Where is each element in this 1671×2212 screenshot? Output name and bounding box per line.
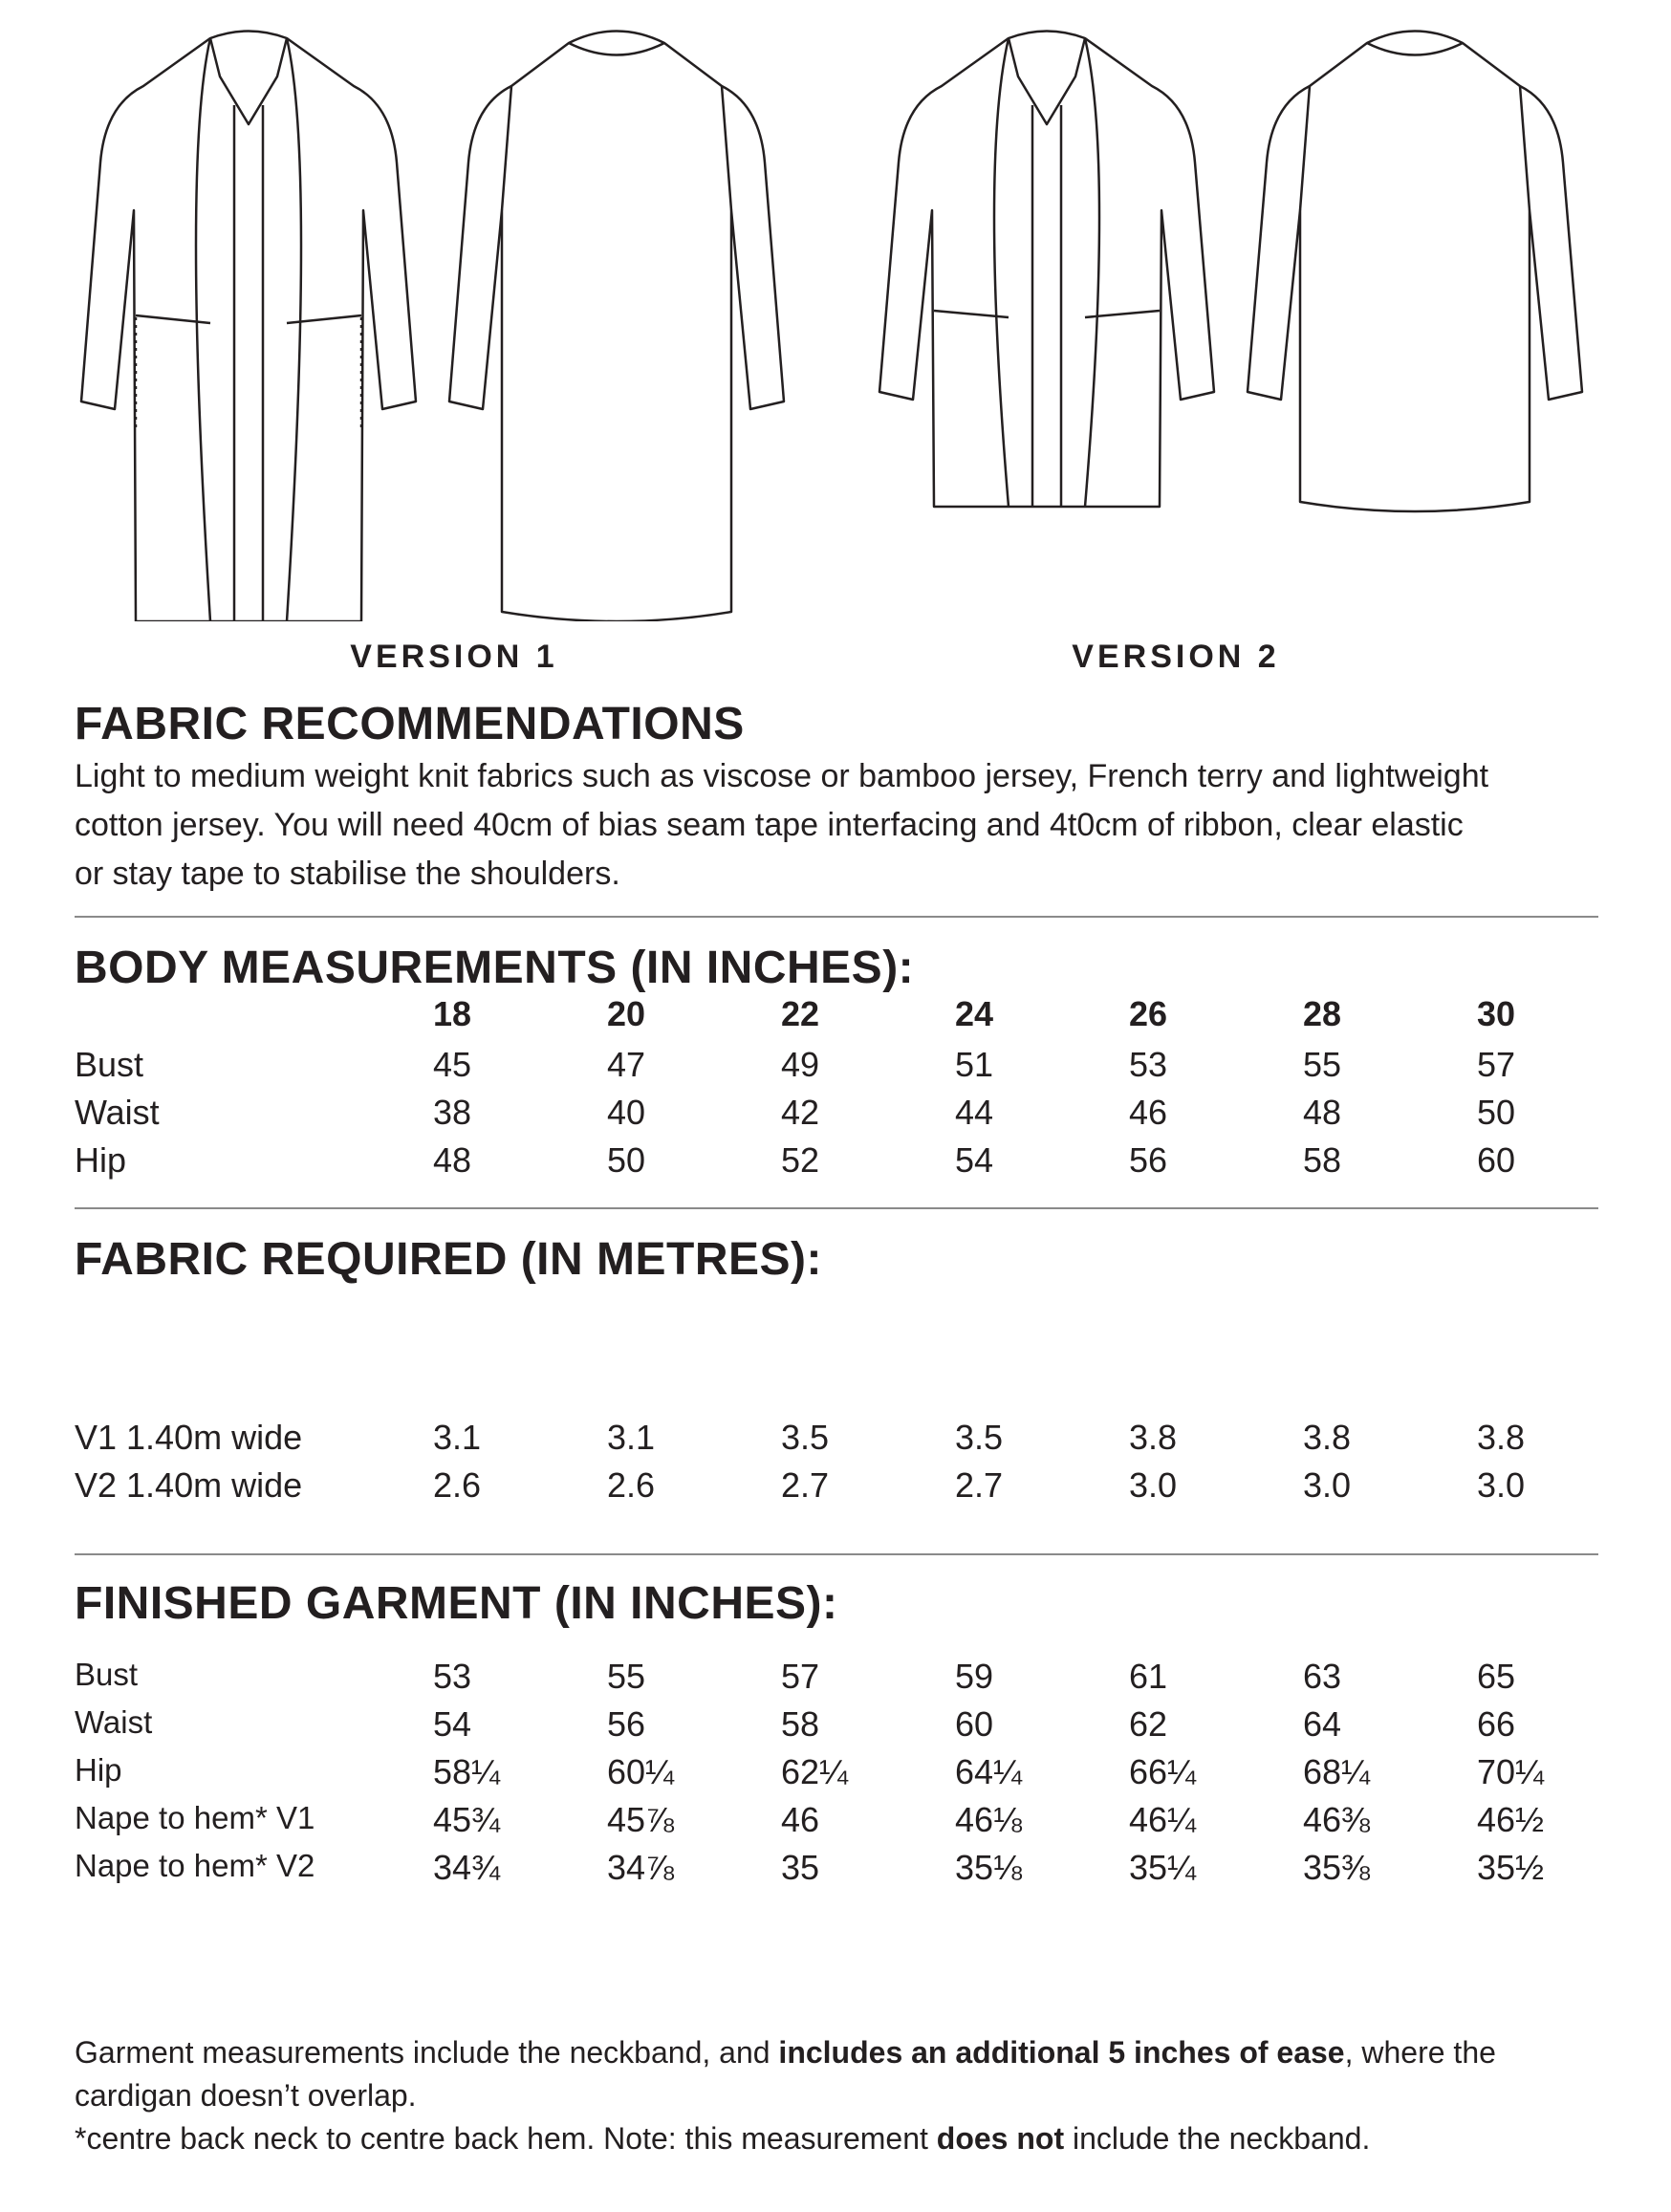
- table-cell: 66: [1477, 1704, 1516, 1744]
- table-cell: 47: [607, 1045, 646, 1084]
- table-cell: 2.6: [607, 1465, 656, 1505]
- cardigan-v2-back-icon: [1238, 19, 1592, 516]
- table-cell: 56: [1129, 1140, 1168, 1180]
- row-label: V2 1.40m wide: [75, 1465, 303, 1505]
- footnote-line-1: [75, 2031, 1623, 2074]
- table-cell: 34⅞: [607, 1848, 675, 1887]
- table-cell: 2.7: [781, 1465, 830, 1505]
- table-cell: 58: [781, 1704, 820, 1744]
- table-cell: 70¼: [1477, 1752, 1545, 1791]
- version-2-label: VERSION 2: [1072, 639, 1280, 675]
- row-label: Bust: [75, 1657, 139, 1692]
- table-cell: 64¼: [955, 1752, 1023, 1791]
- divider: [75, 1553, 1598, 1555]
- table-cell: 57: [1477, 1045, 1516, 1084]
- table-row: [0, 1800, 1671, 1848]
- footnote: [75, 2031, 1623, 2160]
- table-cell: 46¼: [1129, 1800, 1197, 1839]
- table-row: [0, 1465, 1671, 1513]
- version-1-label: VERSION 1: [350, 639, 558, 675]
- table-row: [0, 1657, 1671, 1704]
- table-cell: 3.1: [433, 1418, 482, 1457]
- divider: [75, 916, 1598, 918]
- table-cell: 34¾: [433, 1848, 501, 1887]
- size-22: 22: [781, 994, 820, 1033]
- table-cell: 3.0: [1303, 1465, 1352, 1505]
- table-cell: 3.1: [607, 1418, 656, 1457]
- size-18: 18: [433, 994, 472, 1033]
- table-cell: 64: [1303, 1704, 1342, 1744]
- table-cell: 58¼: [433, 1752, 501, 1791]
- table-cell: 2.6: [433, 1465, 482, 1505]
- body-measurements-title: BODY MEASUREMENTS (IN INCHES):: [75, 943, 915, 993]
- fabric-recommendations-title: FABRIC RECOMMENDATIONS: [75, 699, 745, 749]
- table-cell: 38: [433, 1093, 472, 1132]
- table-cell: 46⅜: [1303, 1800, 1371, 1839]
- table-cell: 3.5: [955, 1418, 1004, 1457]
- table-cell: 49: [781, 1045, 820, 1084]
- cardigan-v1-back-icon: [440, 19, 793, 621]
- table-cell: 54: [433, 1704, 472, 1744]
- table-cell: 3.8: [1477, 1418, 1526, 1457]
- footnote-line-3: [75, 2117, 1623, 2160]
- table-cell: 53: [433, 1657, 472, 1696]
- table-cell: 46: [1129, 1093, 1168, 1132]
- table-cell: 45⅞: [607, 1800, 675, 1839]
- finished-garment-title: FINISHED GARMENT (IN INCHES):: [75, 1578, 838, 1629]
- cardigan-v1-front-icon: [67, 19, 430, 621]
- table-cell: 48: [433, 1140, 472, 1180]
- table-cell: 50: [607, 1140, 646, 1180]
- table-cell: 66¼: [1129, 1752, 1197, 1791]
- table-cell: 40: [607, 1093, 646, 1132]
- table-row: [0, 1752, 1671, 1800]
- table-cell: 68¼: [1303, 1752, 1371, 1791]
- table-cell: 50: [1477, 1093, 1516, 1132]
- table-cell: 60: [955, 1704, 994, 1744]
- footnote-emphasis: does not: [936, 2121, 1065, 2156]
- table-cell: 35½: [1477, 1848, 1545, 1887]
- size-24: 24: [955, 994, 994, 1033]
- footnote-line-2: cardigan doesn’t overlap.: [75, 2078, 417, 2113]
- table-cell: 44: [955, 1093, 994, 1132]
- size-header-row: [0, 994, 1671, 1042]
- divider: [75, 1207, 1598, 1209]
- table-cell: 42: [781, 1093, 820, 1132]
- table-cell: 3.8: [1129, 1418, 1178, 1457]
- table-row: [0, 1045, 1671, 1093]
- footnote-emphasis: includes an additional 5 inches of ease: [778, 2035, 1345, 2070]
- table-cell: 62: [1129, 1704, 1168, 1744]
- row-label: Nape to hem* V2: [75, 1848, 315, 1883]
- table-cell: 63: [1303, 1657, 1342, 1696]
- table-cell: 51: [955, 1045, 994, 1084]
- row-label: Hip: [75, 1752, 122, 1788]
- table-cell: 55: [1303, 1045, 1342, 1084]
- table-cell: 57: [781, 1657, 820, 1696]
- table-row: [0, 1704, 1671, 1752]
- table-cell: 53: [1129, 1045, 1168, 1084]
- row-label: Waist: [75, 1093, 160, 1132]
- table-cell: 35⅜: [1303, 1848, 1371, 1887]
- table-cell: 46: [781, 1800, 820, 1839]
- table-cell: 60: [1477, 1140, 1516, 1180]
- table-cell: 59: [955, 1657, 994, 1696]
- size-20: 20: [607, 994, 646, 1033]
- table-cell: 56: [607, 1704, 646, 1744]
- row-label: V1 1.40m wide: [75, 1418, 303, 1457]
- row-label: Waist: [75, 1704, 153, 1740]
- table-cell: 62¼: [781, 1752, 849, 1791]
- table-cell: 3.8: [1303, 1418, 1352, 1457]
- table-cell: 48: [1303, 1093, 1342, 1132]
- table-cell: 35⅛: [955, 1848, 1023, 1887]
- footnote-text: , where the: [1344, 2035, 1496, 2070]
- table-cell: 46⅛: [955, 1800, 1023, 1839]
- table-cell: 61: [1129, 1657, 1168, 1696]
- cardigan-v2-front-icon: [865, 19, 1228, 516]
- table-cell: 65: [1477, 1657, 1516, 1696]
- size-26: 26: [1129, 994, 1168, 1033]
- table-cell: 60¼: [607, 1752, 675, 1791]
- size-30: 30: [1477, 994, 1516, 1033]
- table-cell: 54: [955, 1140, 994, 1180]
- table-cell: 3.0: [1129, 1465, 1178, 1505]
- table-cell: 2.7: [955, 1465, 1004, 1505]
- row-label: Hip: [75, 1140, 127, 1180]
- footnote-text: include the neckband.: [1064, 2121, 1371, 2156]
- table-cell: 55: [607, 1657, 646, 1696]
- table-cell: 52: [781, 1140, 820, 1180]
- table-cell: 45: [433, 1045, 472, 1084]
- table-cell: 35¼: [1129, 1848, 1197, 1887]
- table-cell: 3.5: [781, 1418, 830, 1457]
- table-cell: 58: [1303, 1140, 1342, 1180]
- row-label: Bust: [75, 1045, 144, 1084]
- table-row: [0, 1418, 1671, 1465]
- table-row: [0, 1848, 1671, 1896]
- row-label: Nape to hem* V1: [75, 1800, 315, 1835]
- fabric-required-title: FABRIC REQUIRED (IN METRES):: [75, 1234, 822, 1285]
- table-cell: 35: [781, 1848, 820, 1887]
- table-cell: 45¾: [433, 1800, 501, 1839]
- fabric-recommendations-text: Light to medium weight knit fabrics such as viscose or bamboo jersey, French terry and lightweight cotton jersey. You will need 40cm of bias seam tape interfacing and 4t0cm of ribbon, clear elastic or stay tape to stabilise the shoulders.: [75, 758, 1489, 892]
- table-row: [0, 1140, 1671, 1188]
- footnote-text: Garment measurements include the neckband, and: [75, 2035, 779, 2070]
- table-cell: 3.0: [1477, 1465, 1526, 1505]
- table-cell: 46½: [1477, 1800, 1545, 1839]
- table-row: [0, 1093, 1671, 1140]
- size-28: 28: [1303, 994, 1342, 1033]
- footnote-text: *centre back neck to centre back hem. Note: this measurement: [75, 2121, 937, 2156]
